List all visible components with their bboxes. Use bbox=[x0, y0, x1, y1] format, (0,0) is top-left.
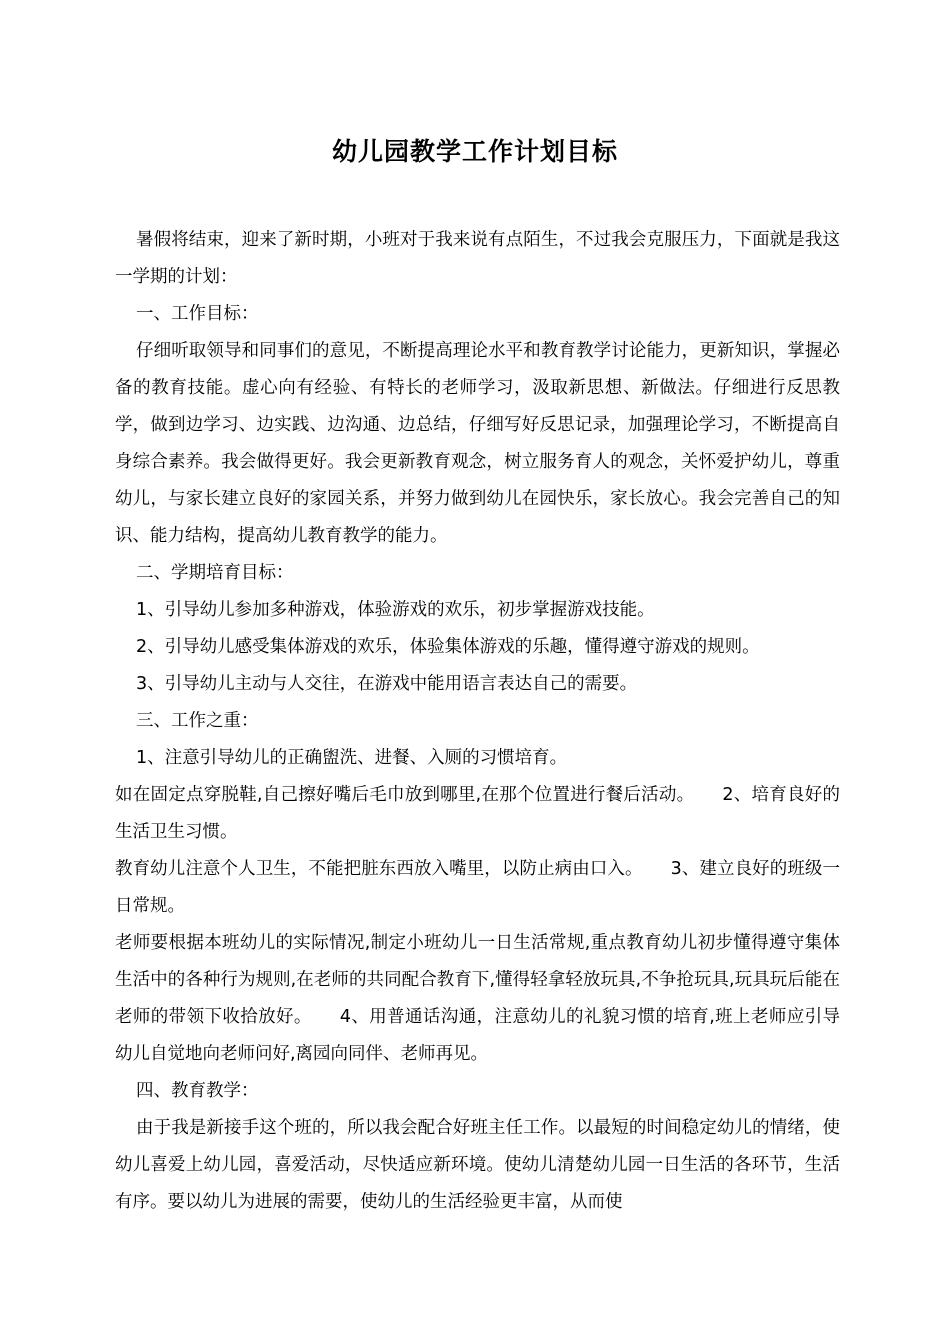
focus-2-detail-text: 教育幼儿注意个人卫生，不能把脏东西放入嘴里，以防止病由口入。 bbox=[115, 859, 643, 879]
list-item-focus-3: 3、建立良好的班级一日常规。 bbox=[115, 859, 841, 916]
focus-1-detail-text: 如在固定点穿脱鞋,自己擦好嘴后毛巾放到哪里,在那个位置进行餐后活动。 bbox=[115, 785, 695, 805]
heading-work-goals: 一、工作目标： bbox=[136, 304, 259, 324]
paragraph-intro: 暑假将结束，迎来了新时期，小班对于我来说有点陌生，不过我会克服压力，下面就是我这一学期的计划： bbox=[115, 230, 840, 287]
list-item-goal-2: 2、引导幼儿感受集体游戏的欢乐，体验集体游戏的乐趣，懂得遵守游戏的规则。 bbox=[136, 637, 760, 657]
document-title: 幼儿园教学工作计划目标 bbox=[331, 137, 618, 166]
paragraph-teaching: 由于我是新接手这个班的，所以我会配合好班主任工作。以最短的时间稳定幼儿的情绪，使幼儿喜爱上幼儿园，喜爱活动，尽快适应新环境。使幼儿清楚幼儿园一日生活的各环节，生活有序。要以幼儿为进展的需要，使幼儿的生活经验更丰富，从而使 bbox=[115, 1118, 840, 1212]
paragraph-focus-3-detail bbox=[115, 925, 840, 1073]
heading-teaching: 四、教育教学： bbox=[136, 1081, 259, 1101]
paragraph-focus-1-detail bbox=[115, 777, 840, 851]
focus-3-detail-text: 老师要根据本班幼儿的实际情况,制定小班幼儿一日生活常规,重点教育幼儿初步懂得遵守集体生活中的各种行为规则,在老师的共同配合教育下,懂得轻拿轻放玩具,不争抢玩具,玩具玩后能在老师的带领下收拾放好。 bbox=[115, 933, 840, 1027]
paragraph-work-goals: 仔细听取领导和同事们的意见，不断提高理论水平和教育教学讨论能力，更新知识，掌握必备的教育技能。虚心向有经验、有特长的老师学习，汲取新思想、新做法。仔细进行反思教学，做到边学习、边实践、边沟通、边总结，仔细写好反思记录，加强理论学习，不断提高自身综合素养。我会做得更好。我会更新教育观念，树立服务育人的观念，关怀爱护幼儿，尊重幼儿，与家长建立良好的家园关系，并努力做到幼儿在园快乐，家长放心。我会完善自己的知识、能力结构，提高幼儿教育教学的能力。 bbox=[115, 341, 840, 546]
paragraph-focus-2-detail bbox=[115, 851, 840, 925]
list-item-focus-4: 4、用普通话沟通，注意幼儿的礼貌习惯的培育,班上老师应引导幼儿自觉地向老师问好,离园向同伴、老师再见。 bbox=[115, 1007, 841, 1064]
list-item-focus-1: 1、注意引导幼儿的正确盥洗、进餐、入厕的习惯培育。 bbox=[136, 748, 568, 768]
list-item-goal-1: 1、引导幼儿参加多种游戏，体验游戏的欢乐，初步掌握游戏技能。 bbox=[136, 600, 655, 620]
heading-semester-goals: 二、学期培育目标： bbox=[136, 563, 294, 583]
list-item-focus-2: 2、培育良好的生活卫生习惯。 bbox=[115, 785, 841, 842]
list-item-goal-3: 3、引导幼儿主动与人交往，在游戏中能用语言表达自己的需要。 bbox=[136, 674, 638, 694]
heading-work-focus: 三、工作之重： bbox=[136, 711, 259, 731]
document-body bbox=[115, 222, 840, 1221]
